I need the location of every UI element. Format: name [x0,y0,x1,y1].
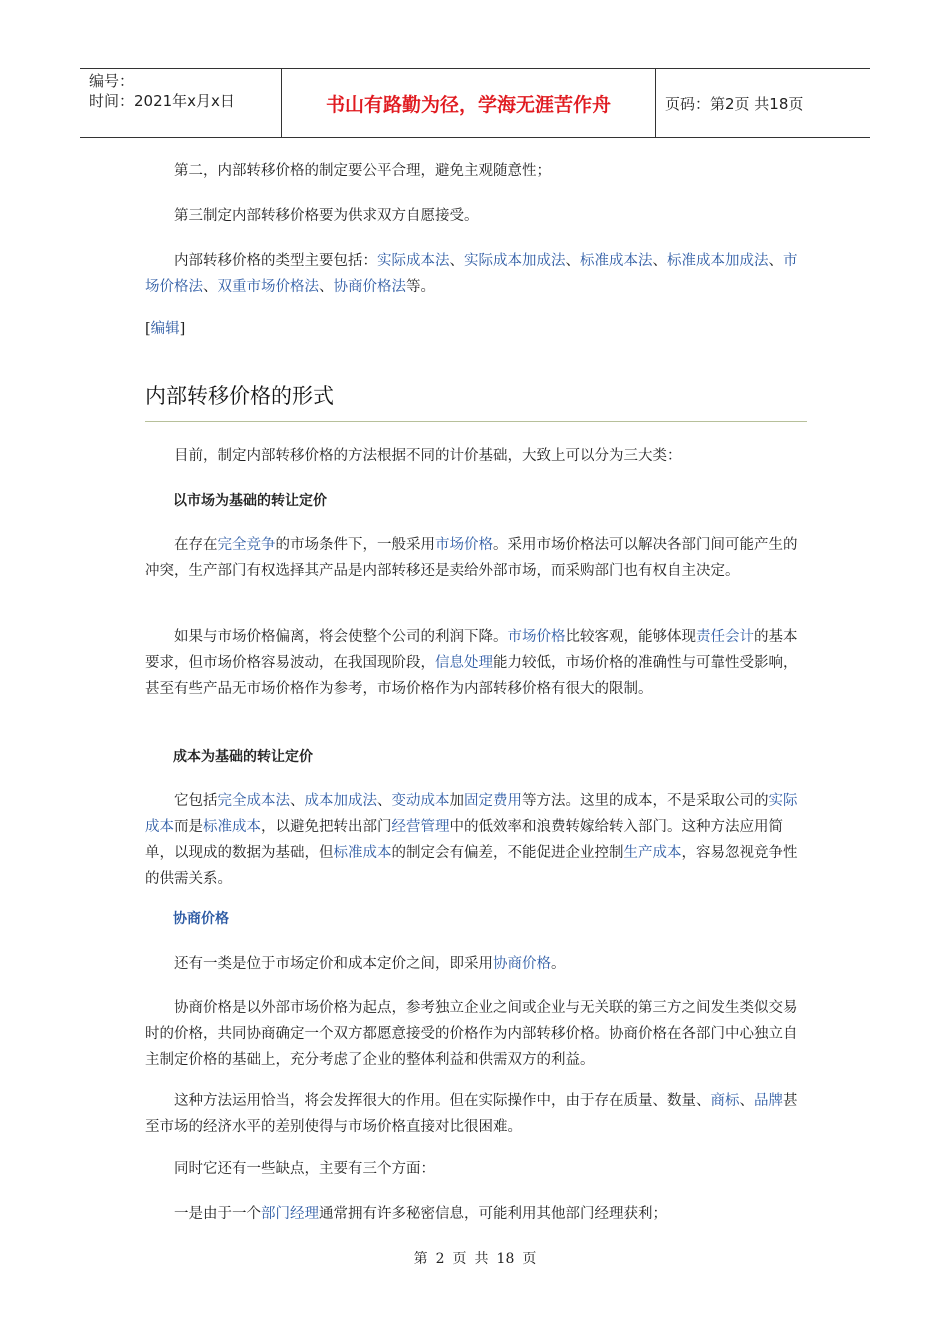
header-meta [80,69,282,137]
footer-total-pages: 18 [496,1251,515,1267]
footer-di: 第 [413,1251,428,1267]
header-motto: 书山有路勤为径，学海无涯苦作舟 [282,69,656,137]
text: 能力较低，市场价格的准确性与可靠性受影响，甚至有些产品无市场价格作为参考，市场价格作为内部转移价格有很大的限制。 [145,655,798,697]
sep: 、 [739,1093,754,1109]
link-negotiated-price[interactable]: 协商价格法 [333,279,406,295]
link-actual-cost-plus[interactable]: 实际成本加成法 [464,253,566,269]
text: 。采用市场价格法可以解决各部门间可能产生的冲突，生产部门有权选择其产品是内部转移还是卖给外部市场，而采购部门也有权自主决定。 [145,537,798,579]
section-title: 内部转移价格的形式 [145,384,334,408]
subheading-negotiated: 协商价格 [173,911,229,927]
sep: 、 [290,793,305,809]
text: 。 [551,956,566,972]
link-cost-plus[interactable]: 成本加成法 [304,793,377,809]
paragraph-market-1 [145,532,805,584]
footer-gong: 共 [474,1251,489,1267]
link-department-manager[interactable]: 部门经理 [261,1206,319,1222]
link-business-management[interactable]: 经营管理 [391,819,450,835]
sep: 、 [203,279,218,295]
link-responsibility-accounting[interactable]: 责任会计 [696,629,754,645]
link-actual-cost[interactable]: 实际成本法 [377,253,450,269]
link-market-price-2[interactable]: 市场价格 [435,537,493,553]
paragraph-market-2 [145,624,805,702]
document-header [80,68,870,138]
link-market-price[interactable]: 市场价格法 [145,253,798,295]
edit-link[interactable]: 编辑 [150,321,180,337]
link-standard-cost-3[interactable]: 标准成本 [333,845,392,861]
paragraph-cost [145,788,805,892]
subheading-market: 以市场为基础的转让定价 [173,493,327,509]
paragraph-intro: 目前，制定内部转移价格的方法根据不同的计价基础，大致上可以分为三大类： [174,448,682,464]
text: 中的低效率和浪费转嫁给转入部门。这种方法应用简单，以现成的数据为基础，但 [145,819,783,861]
link-negotiated-price-2[interactable]: 协商价格 [493,956,551,972]
text: 它包括 [174,793,218,809]
text: ，容易忽视竞争性的供需关系。 [145,845,798,887]
paragraph-types [145,248,805,300]
link-variable-cost[interactable]: 变动成本 [391,793,450,809]
text: 等方法。这里的成本，不是采取公司的 [522,793,769,809]
link-fixed-cost[interactable]: 固定费用 [464,793,522,809]
link-actual-cost-2[interactable]: 实际成本 [145,793,798,835]
paragraph-drawbacks: 同时它还有一些缺点，主要有三个方面： [174,1161,435,1177]
text: 的基本要求，但市场价格容易波动，在我国现阶段， [145,629,798,671]
page-footer [0,1248,950,1268]
section-divider [145,421,807,422]
text: ，以避免把转出部门 [261,819,392,835]
types-end: 等。 [406,279,435,295]
text: 比较客观，能够体现 [565,629,696,645]
paragraph-negotiated-3 [145,1088,805,1140]
header-page-info: 页码：第2页 共18页 [665,94,804,113]
link-full-cost[interactable]: 完全成本法 [217,793,290,809]
sep: 、 [768,253,783,269]
link-production-cost[interactable]: 生产成本 [623,845,682,861]
paragraph-drawback-1 [145,1201,805,1227]
text: 这种方法运用恰当，将会发挥很大的作用。但在实际操作中，由于存在质量、数量、 [174,1093,711,1109]
text: 加 [449,793,464,809]
paragraph-negotiated-2: 协商价格是以外部市场价格为起点，参考独立企业之间或企业与无关联的第三方之间发生类似交易时的价格，共同协商确定一个双方都愿意接受的价格作为内部转移价格。协商价格在各部门中心独立自主制定价格的基础上，充分考虑了企业的整体利益和供需双方的利益。 [145,1000,798,1068]
sep: 、 [565,253,580,269]
number-label: 编号： [89,72,135,90]
paragraph-third: 第三制定内部转移价格要为供求双方自愿接受。 [174,208,479,224]
sep: 、 [319,279,334,295]
text: 的市场条件下，一般采用 [275,537,435,553]
time-label: 时间：2021年x月x日 [89,92,235,110]
sep: 、 [652,253,667,269]
link-dual-market-price[interactable]: 双重市场价格法 [217,279,319,295]
link-standard-cost[interactable]: 标准成本法 [580,253,653,269]
text: 如果与市场价格偏离，将会使整个公司的利润下降。 [174,629,508,645]
text: 一是由于一个 [174,1206,261,1222]
text: 的制定会有偏差，不能促进企业控制 [391,845,624,861]
link-standard-cost-2[interactable]: 标准成本 [203,819,261,835]
bracket-open: [ [145,321,151,337]
edit-link-wrapper [145,316,185,342]
footer-page-number: 2 [435,1251,445,1267]
bracket-close: ] [179,321,186,337]
link-perfect-competition[interactable]: 完全竞争 [217,537,276,553]
types-intro: 内部转移价格的类型主要包括： [174,253,377,269]
text: 甚至市场的经济水平的差别使得与市场价格直接对比很困难。 [145,1093,798,1135]
paragraph-second: 第二，内部转移价格的制定要公平合理，避免主观随意性； [174,163,551,179]
footer-ye: 页 [452,1251,467,1267]
text: 通常拥有许多秘密信息，可能利用其他部门经理获利； [319,1206,667,1222]
text: 还有一类是位于市场定价和成本定价之间，即采用 [174,956,493,972]
link-market-price-3[interactable]: 市场价格 [507,629,566,645]
link-brand[interactable]: 品牌 [754,1093,783,1109]
link-info-processing[interactable]: 信息处理 [435,655,493,671]
link-trademark[interactable]: 商标 [710,1093,740,1109]
subheading-cost: 成本为基础的转让定价 [173,749,313,765]
footer-ye2: 页 [522,1251,537,1267]
text: 而是 [174,819,203,835]
sep: 、 [377,793,392,809]
paragraph-negotiated-1 [145,951,805,977]
sep: 、 [449,253,464,269]
text: 在存在 [174,537,218,553]
link-standard-cost-plus[interactable]: 标准成本加成法 [667,253,769,269]
